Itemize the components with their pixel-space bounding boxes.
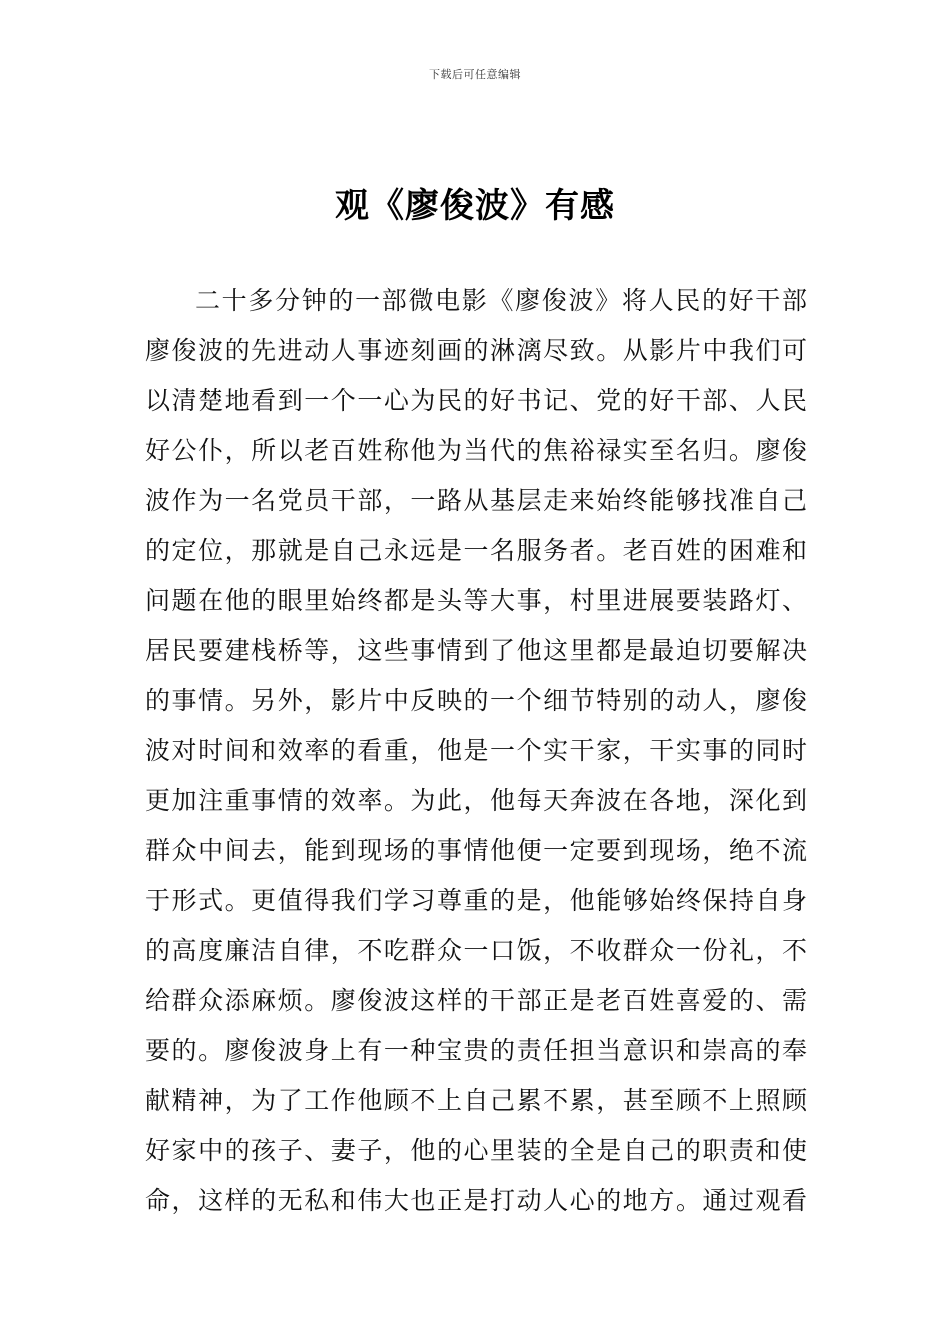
paragraph-line: 于形式。更值得我们学习尊重的是，他能够始终保持自身 [145, 886, 807, 915]
paragraph-line: 居民要建栈桥等，这些事情到了他这里都是最迫切要解决 [145, 636, 807, 665]
paragraph-line: 献精神，为了工作他顾不上自己累不累，甚至顾不上照顾 [145, 1086, 807, 1115]
paragraph-line: 命，这样的无私和伟大也正是打动人心的地方。通过观看 [145, 1186, 807, 1215]
paragraph-line: 给群众添麻烦。廖俊波这样的干部正是老百姓喜爱的、需 [145, 986, 807, 1015]
document-title: 观《廖俊波》有感 [335, 186, 615, 226]
header-note: 下载后可任意编辑 [429, 68, 521, 81]
paragraph-line: 波对时间和效率的看重，他是一个实干家，干实事的同时 [145, 736, 807, 765]
paragraph-line: 的定位，那就是自己永远是一名服务者。老百姓的困难和 [145, 536, 807, 565]
paragraph-line: 以清楚地看到一个一心为民的好书记、党的好干部、人民 [145, 386, 807, 415]
paragraph-line: 要的。廖俊波身上有一种宝贵的责任担当意识和崇高的奉 [145, 1036, 807, 1065]
paragraph-line: 二十多分钟的一部微电影《廖俊波》将人民的好干部 [195, 286, 807, 315]
paragraph-line: 的事情。另外，影片中反映的一个细节特别的动人，廖俊 [145, 686, 807, 715]
paragraph-line: 的高度廉洁自律，不吃群众一口饭，不收群众一份礼，不 [145, 936, 807, 965]
body-paragraph [145, 276, 807, 1226]
paragraph-line: 群众中间去，能到现场的事情他便一定要到现场，绝不流 [145, 836, 807, 865]
paragraph-line: 好家中的孩子、妻子，他的心里装的全是自己的职责和使 [145, 1136, 807, 1165]
paragraph-line: 问题在他的眼里始终都是头等大事，村里进展要装路灯、 [145, 586, 807, 615]
paragraph-line: 波作为一名党员干部，一路从基层走来始终能够找准自己 [145, 486, 807, 515]
paragraph-line: 廖俊波的先进动人事迹刻画的淋漓尽致。从影片中我们可 [145, 336, 807, 365]
paragraph-line: 好公仆，所以老百姓称他为当代的焦裕禄实至名归。廖俊 [145, 436, 807, 465]
paragraph-line: 更加注重事情的效率。为此，他每天奔波在各地，深化到 [145, 786, 807, 815]
